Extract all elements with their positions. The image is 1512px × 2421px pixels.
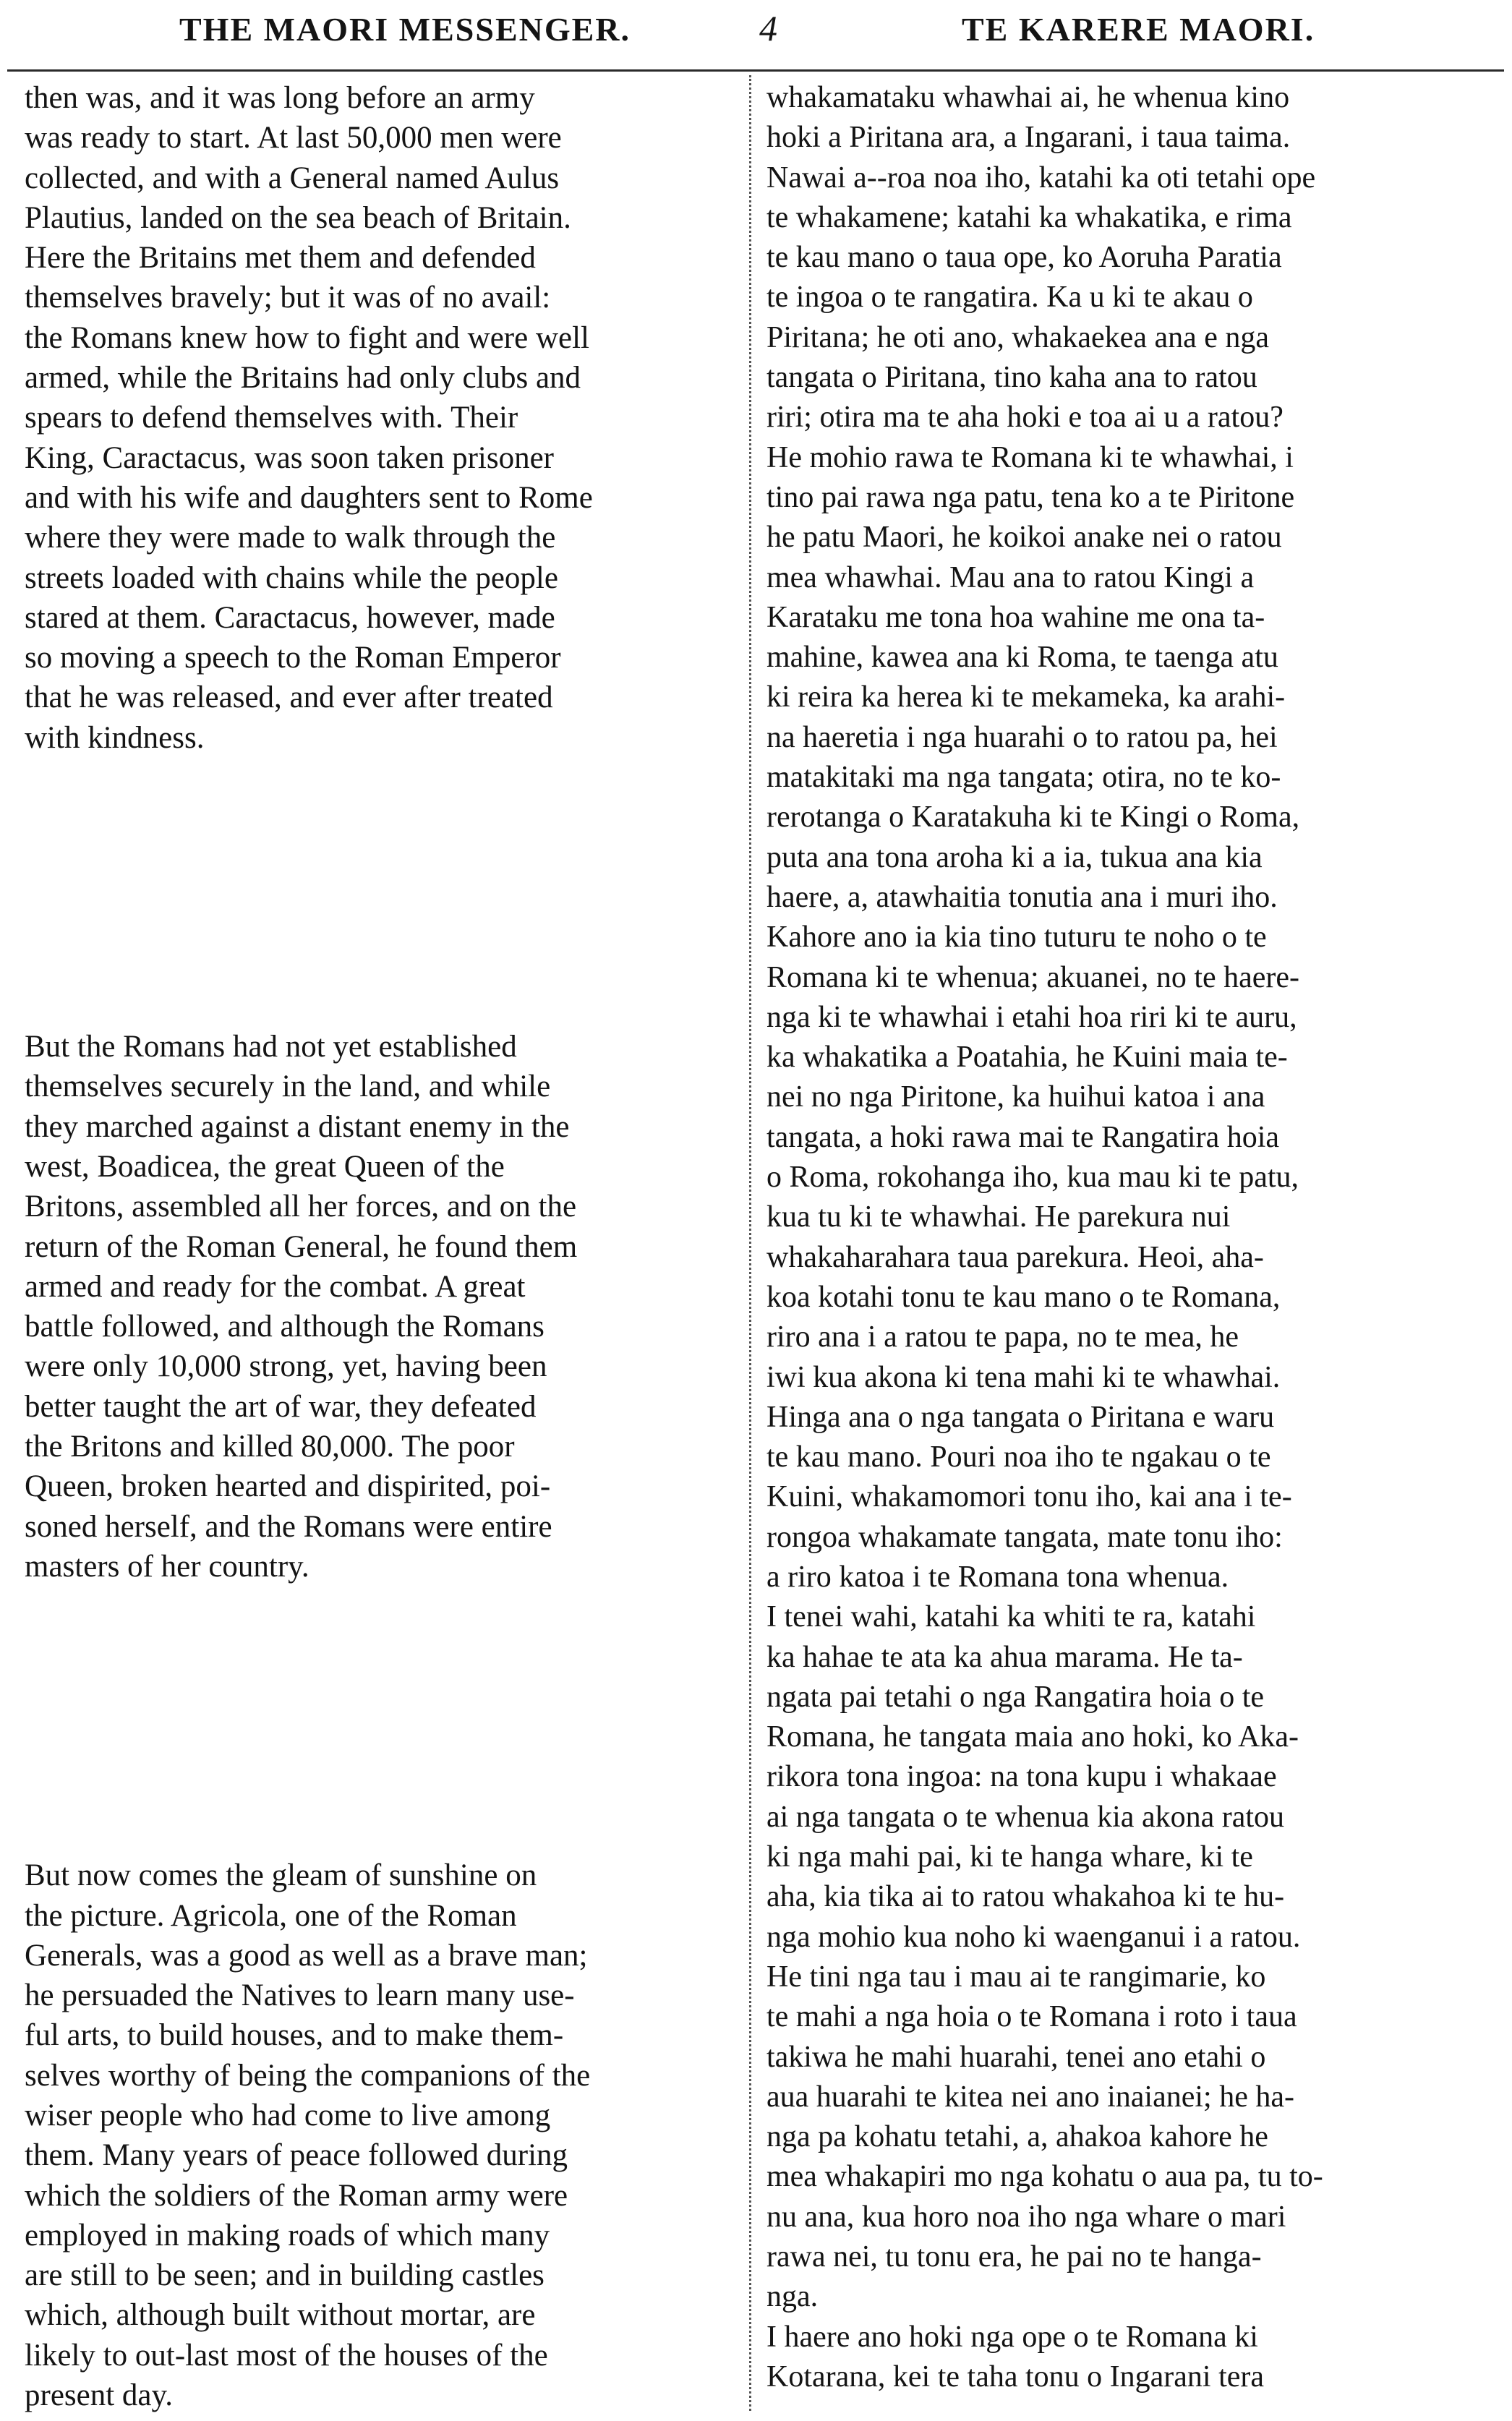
text-line: so moving a speech to the Roman Emperor bbox=[25, 641, 561, 675]
text-line: west, Boadicea, the great Queen of the bbox=[25, 1149, 505, 1184]
text-line: nu ana, kua horo noa iho nga whare o mari bbox=[766, 2200, 1286, 2234]
text-line: Queen, broken hearted and dispirited, poi- bbox=[25, 1469, 551, 1504]
text-line: better taught the art of war, they defeated bbox=[25, 1389, 537, 1424]
text-line: battle followed, and although the Romans bbox=[25, 1310, 544, 1344]
paragraph-spacing bbox=[25, 1587, 738, 1856]
header-maori-title: TE KARERE MAORI. bbox=[962, 11, 1315, 48]
text-line: employed in making roads of which many bbox=[25, 2218, 550, 2253]
english-paragraph-1 bbox=[25, 78, 738, 758]
text-line: ka hahae te ata ka ahua marama. He ta- bbox=[766, 1640, 1243, 1674]
text-line: rerotanga o Karatakuha ki te Kingi o Roma, bbox=[766, 800, 1300, 834]
text-line: riri; otira ma te aha hoki e toa ai u a ratou? bbox=[766, 401, 1284, 435]
text-line: I tenei wahi, katahi ka whiti te ra, katahi bbox=[766, 1600, 1256, 1634]
text-line: But now comes the gleam of sunshine on bbox=[25, 1858, 537, 1893]
text-line: collected, and with a General named Aulus bbox=[25, 161, 560, 195]
text-line: which the soldiers of the Roman army were bbox=[25, 2178, 568, 2213]
text-line: with kindness. bbox=[25, 720, 205, 755]
text-line: the Britons and killed 80,000. The poor bbox=[25, 1430, 515, 1464]
text-line: he persuaded the Natives to learn many use- bbox=[25, 1978, 575, 2013]
english-column bbox=[25, 78, 738, 2415]
text-line: nei no nga Piritone, ka huihui katoa i ana bbox=[766, 1080, 1265, 1114]
text-line: Kuini, whakamomori tonu iho, kai ana i te- bbox=[766, 1480, 1292, 1514]
header-rule bbox=[7, 69, 1504, 72]
text-line: puta ana tona aroha ki a ia, tukua ana kia bbox=[766, 840, 1263, 874]
text-line: are still to be seen; and in building castles bbox=[25, 2258, 544, 2293]
text-line: a riro katoa i te Romana tona whenua. bbox=[766, 1560, 1229, 1594]
text-line: stared at them. Caractacus, however, made bbox=[25, 600, 555, 635]
text-line: te mahi a nga hoia o te Romana i roto i taua bbox=[766, 2000, 1297, 2034]
text-line: o Roma, rokohanga iho, kua mau ki te patu, bbox=[766, 1161, 1299, 1195]
text-line: ka whakatika a Poatahia, he Kuini maia te- bbox=[766, 1041, 1288, 1075]
header-english-title: THE MAORI MESSENGER. bbox=[179, 11, 631, 48]
text-line: te whakamene; katahi ka whakatika, e rima bbox=[766, 200, 1292, 234]
text-line: hoki a Piritana ara, a Ingarani, i taua taima. bbox=[766, 121, 1291, 155]
text-line: rawa nei, tu tonu era, he pai no te hanga- bbox=[766, 2240, 1262, 2274]
text-line: riro ana i a ratou te papa, no te mea, he bbox=[766, 1320, 1239, 1354]
text-line: ai nga tangata o te whenua kia akona ratou bbox=[766, 1800, 1285, 1834]
text-line: He mohio rawa te Romana ki te whawhai, i bbox=[766, 440, 1294, 474]
english-paragraph-3 bbox=[25, 1856, 738, 2415]
column-divider bbox=[749, 75, 751, 2411]
text-line: Piritana; he oti ano, whakaekea ana e nga bbox=[766, 320, 1270, 354]
text-line: King, Caractacus, was soon taken prisoner bbox=[25, 440, 554, 475]
text-line: takiwa he mahi huarahi, tenei ano etahi o bbox=[766, 2040, 1266, 2074]
text-line: were only 10,000 strong, yet, having been bbox=[25, 1349, 547, 1384]
text-line: ki nga mahi pai, ki te hanga whare, ki te bbox=[766, 1840, 1253, 1874]
text-line: ful arts, to build houses, and to make them- bbox=[25, 2018, 564, 2053]
text-line: te kau mano. Pouri noa iho te ngakau o te bbox=[766, 1440, 1271, 1474]
text-line: te ingoa o te rangatira. Ka u ki te akau o bbox=[766, 281, 1253, 315]
text-line: kua tu ki te whawhai. He parekura nui bbox=[766, 1200, 1231, 1234]
text-line: themselves bravely; but it was of no avail: bbox=[25, 281, 551, 315]
text-line: whakamataku whawhai ai, he whenua kino bbox=[766, 81, 1290, 114]
text-line: spears to defend themselves with. Their bbox=[25, 401, 518, 435]
text-line: then was, and it was long before an army bbox=[25, 81, 535, 115]
text-line: likely to out-last most of the houses of the bbox=[25, 2338, 548, 2373]
text-line: aua huarahi te kitea nei ano inaianei; he ha- bbox=[766, 2080, 1294, 2114]
text-line: tangata o Piritana, tino kaha ana to ratou bbox=[766, 361, 1257, 395]
text-line: ki reira ka herea ki te mekameka, ka arahi- bbox=[766, 680, 1286, 714]
text-line: wiser people who had come to live among bbox=[25, 2098, 551, 2132]
text-line: them. Many years of peace followed during bbox=[25, 2138, 568, 2173]
text-line: whakaharahara taua parekura. Heoi, aha- bbox=[766, 1240, 1264, 1274]
text-line: armed, while the Britains had only clubs and bbox=[25, 361, 581, 396]
text-line: Romana ki te whenua; akuanei, no te haere- bbox=[766, 960, 1300, 994]
text-line: armed and ready for the combat. A great bbox=[25, 1269, 526, 1304]
text-line: that he was released, and ever after treated bbox=[25, 680, 553, 715]
text-line: te kau mano o taua ope, ko Aoruha Paratia bbox=[766, 241, 1282, 275]
text-line: Romana, he tangata maia ano hoki, ko Aka- bbox=[766, 1720, 1299, 1754]
text-line: Nawai a--roa noa iho, katahi ka oti tetahi ope bbox=[766, 161, 1316, 195]
text-line: Kotarana, kei te taha tonu o Ingarani tera bbox=[766, 2360, 1265, 2394]
text-line: na haeretia i nga huarahi o to ratou pa, hei bbox=[766, 720, 1278, 754]
text-line: Generals, was a good as well as a brave man; bbox=[25, 1938, 588, 1973]
text-line: which, although built without mortar, are bbox=[25, 2298, 536, 2333]
text-line: ngata pai tetahi o nga Rangatira hoia o te bbox=[766, 1680, 1265, 1714]
text-line: I haere ano hoki nga ope o te Romana ki bbox=[766, 2320, 1258, 2354]
text-line: themselves securely in the land, and while bbox=[25, 1069, 551, 1104]
text-line: soned herself, and the Romans were entire bbox=[25, 1509, 552, 1544]
text-line: rongoa whakamate tangata, mate tonu iho: bbox=[766, 1520, 1283, 1554]
text-line: mea whawhai. Mau ana to ratou Kingi a bbox=[766, 560, 1255, 594]
text-line: Karataku me tona hoa wahine me ona ta- bbox=[766, 600, 1265, 634]
text-line: mahine, kawea ana ki Roma, te taenga atu bbox=[766, 641, 1278, 675]
english-paragraph-2 bbox=[25, 1027, 738, 1587]
text-line: koa kotahi tonu te kau mano o te Romana, bbox=[766, 1280, 1281, 1314]
text-line: aha, kia tika ai to ratou whakahoa ki te hu- bbox=[766, 1880, 1285, 1914]
text-line: nga ki te whawhai i etahi hoa riri ki te auru, bbox=[766, 1000, 1297, 1034]
text-line: where they were made to walk through the bbox=[25, 521, 556, 555]
text-line: masters of her country. bbox=[25, 1549, 309, 1584]
text-line: rikora tona ingoa: na tona kupu i whakaae bbox=[766, 1760, 1277, 1794]
text-line: Plautius, landed on the sea beach of Britain. bbox=[25, 200, 571, 235]
text-line: Here the Britains met them and defended bbox=[25, 241, 536, 276]
maori-column bbox=[766, 78, 1490, 2397]
text-line: the picture. Agricola, one of the Roman bbox=[25, 1898, 517, 1933]
text-line: the Romans knew how to fight and were well bbox=[25, 320, 589, 355]
text-line: Britons, assembled all her forces, and on the bbox=[25, 1190, 577, 1224]
text-line: streets loaded with chains while the people bbox=[25, 560, 558, 595]
text-line: nga. bbox=[766, 2280, 819, 2314]
text-line: He tini nga tau i mau ai te rangimarie, ko bbox=[766, 1960, 1266, 1994]
text-line: Hinga ana o nga tangata o Piritana e waru bbox=[766, 1400, 1275, 1434]
text-line: nga pa kohatu tetahi, a, ahakoa kahore he bbox=[766, 2120, 1268, 2154]
text-line: But the Romans had not yet established bbox=[25, 1030, 517, 1064]
text-line: nga mohio kua noho ki waenganui i a ratou. bbox=[766, 1920, 1301, 1954]
text-line: was ready to start. At last 50,000 men were bbox=[25, 121, 562, 155]
text-line: haere, a, atawhaitia tonutia ana i muri iho. bbox=[766, 880, 1278, 914]
text-line: matakitaki ma nga tangata; otira, no te ko- bbox=[766, 761, 1281, 795]
text-line: Kahore ano ia kia tino tuturu te noho o te bbox=[766, 921, 1267, 955]
text-line: selves worthy of being the companions of the bbox=[25, 2058, 591, 2093]
text-line: and with his wife and daughters sent to Rome bbox=[25, 480, 593, 515]
text-line: tino pai rawa nga patu, tena ko a te Piritone bbox=[766, 480, 1295, 514]
text-line: tangata, a hoki rawa mai te Rangatira hoia bbox=[766, 1120, 1280, 1154]
text-line: he patu Maori, he koikoi anake nei o ratou bbox=[766, 521, 1282, 555]
text-line: return of the Roman General, he found them bbox=[25, 1229, 578, 1264]
text-line: iwi kua akona ki tena mahi ki te whawhai. bbox=[766, 1360, 1281, 1394]
page-number: 4 bbox=[759, 8, 777, 48]
paragraph-spacing bbox=[25, 758, 738, 1027]
page-header bbox=[0, 0, 1512, 72]
text-line: present day. bbox=[25, 2378, 173, 2413]
text-line: mea whakapiri mo nga kohatu o aua pa, tu to- bbox=[766, 2160, 1323, 2194]
text-line: they marched against a distant enemy in the bbox=[25, 1109, 570, 1144]
